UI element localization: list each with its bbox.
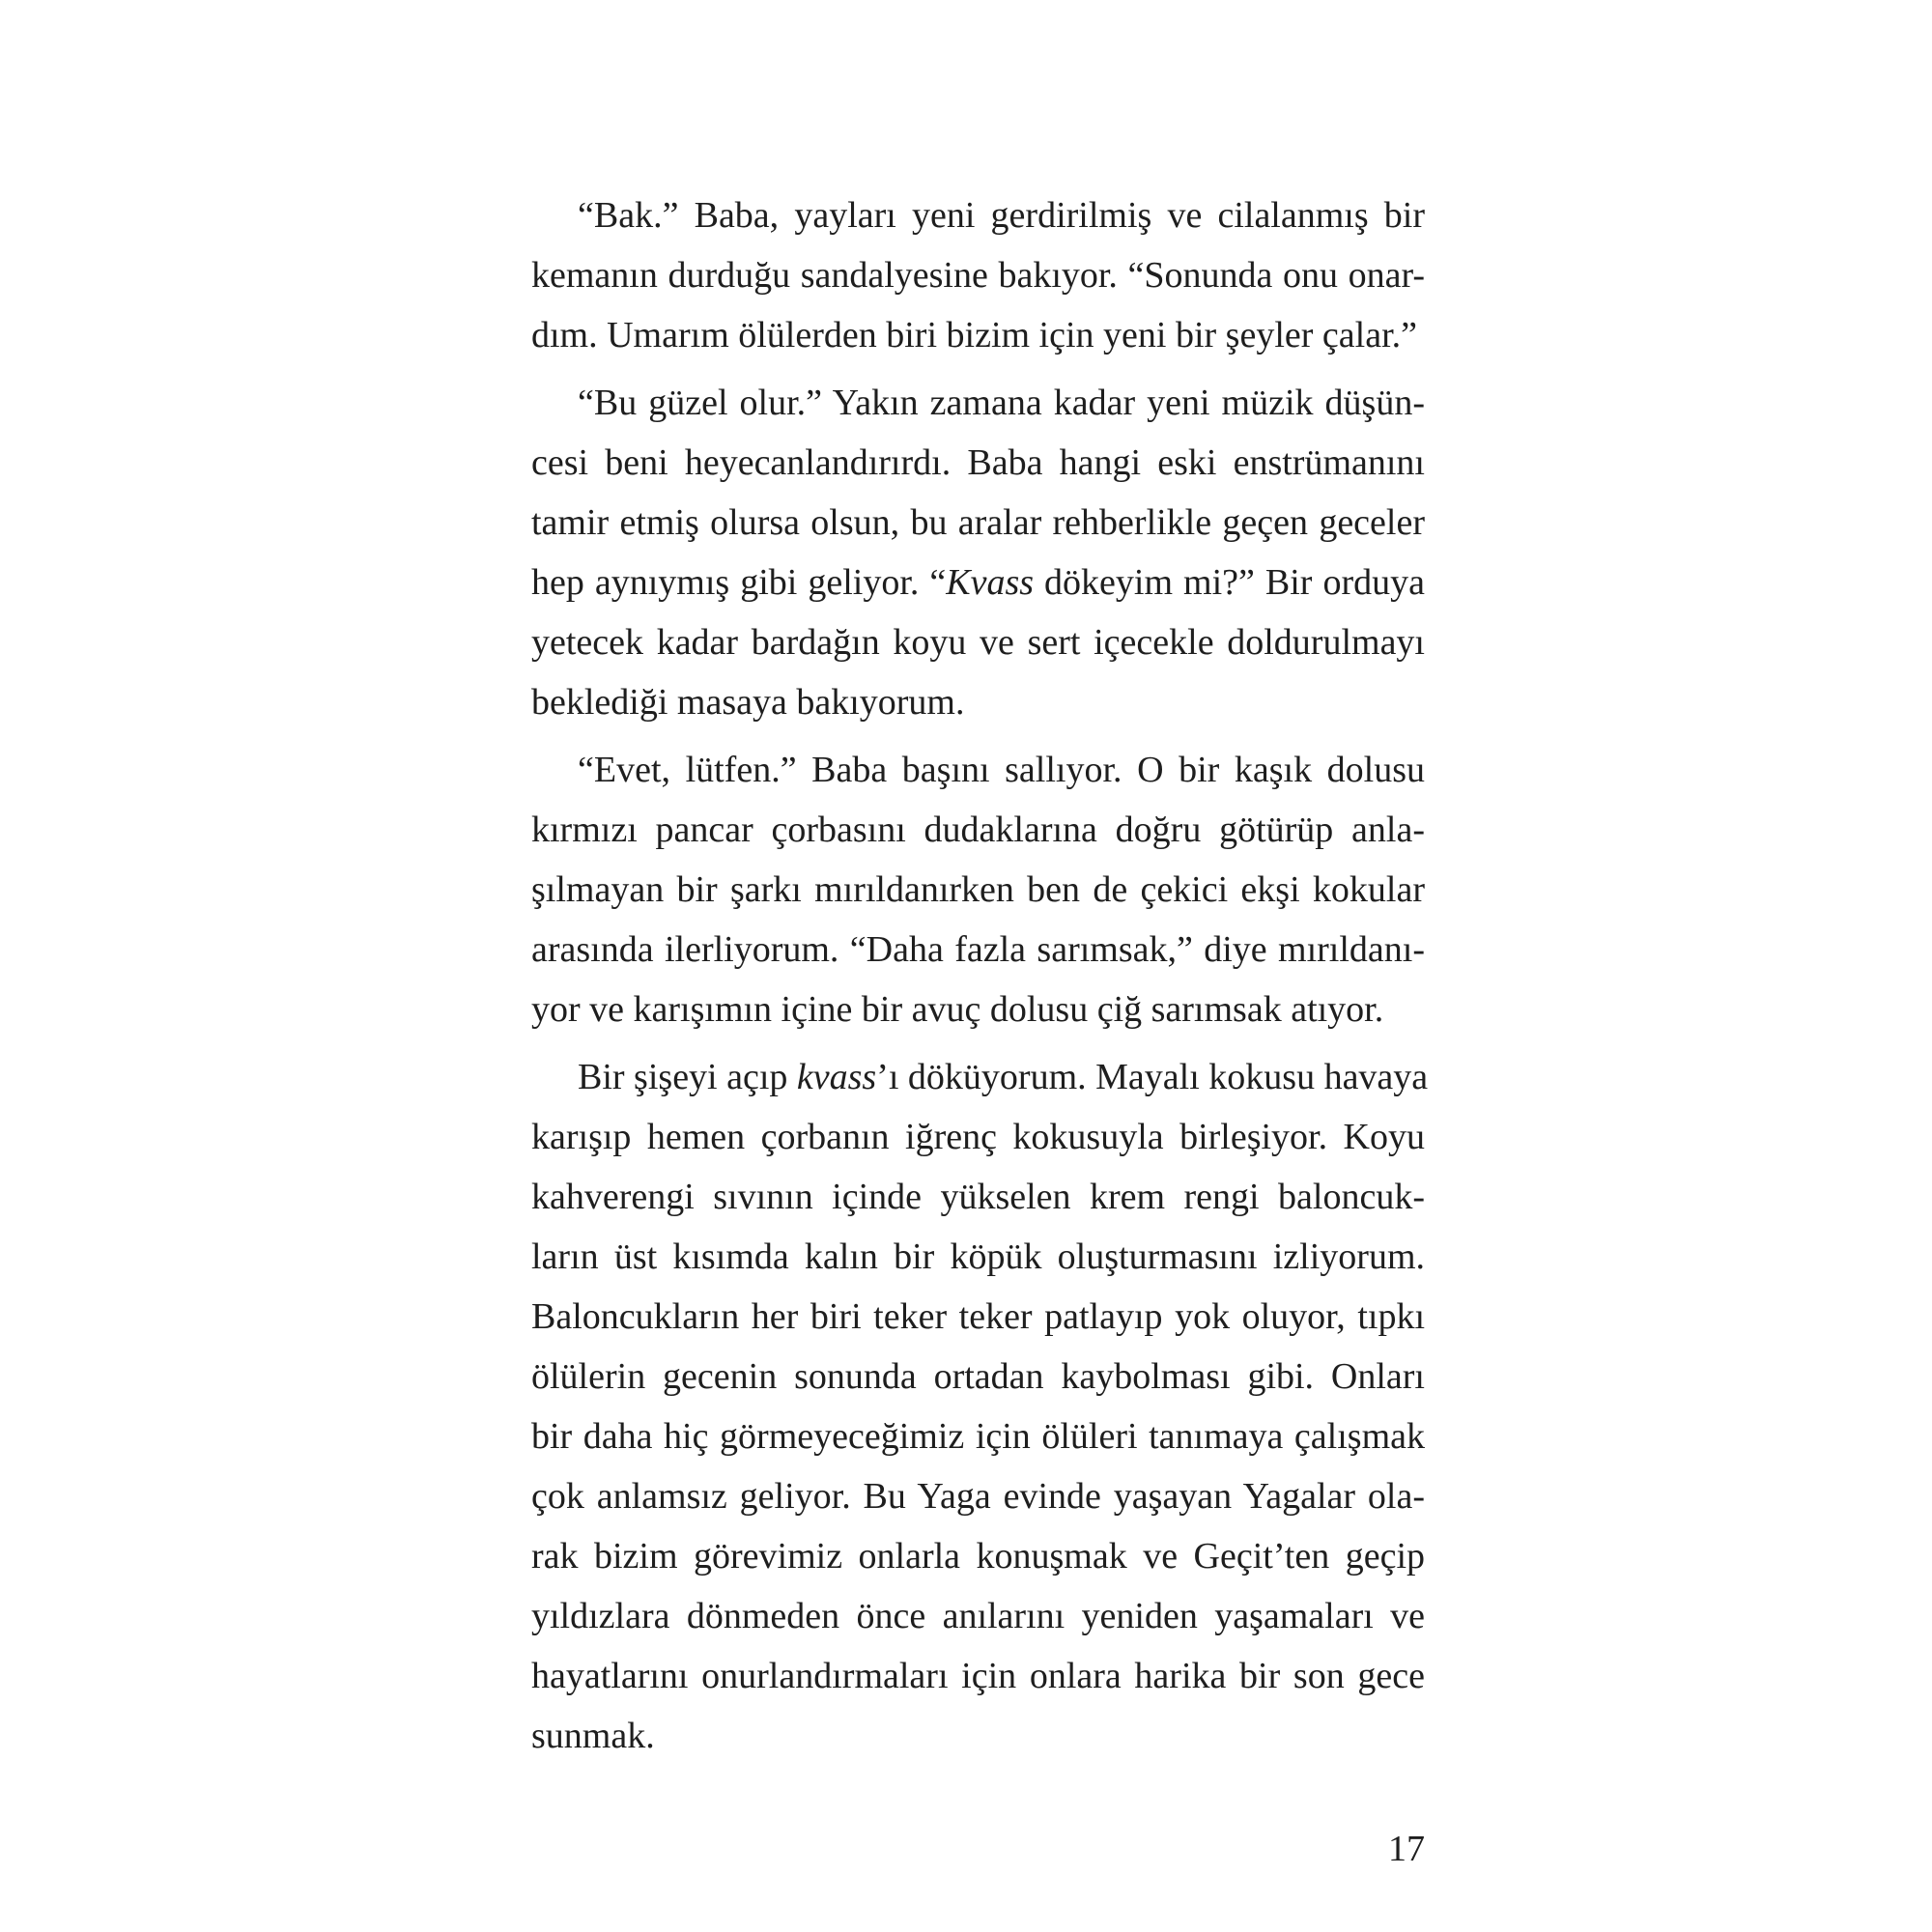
text-line: bir daha hiç görmeyeceğimiz için ölüleri tanımaya çalışmak (531, 1416, 1425, 1457)
text-line: Baloncukların her biri teker teker patlayıp yok oluyor, tıpkı (531, 1296, 1425, 1337)
text-line: yıldızlara dönmeden önce anılarını yeniden yaşamaları ve (531, 1596, 1425, 1636)
body-text (531, 185, 1429, 1766)
text-line: tamir etmiş olursa olsun, bu aralar rehberlikle geçen geceler (531, 502, 1425, 543)
paragraph (531, 373, 1425, 732)
text-line: “Bak.” Baba, yayları yeni gerdirilmiş ve cilalanmış bir (578, 195, 1425, 236)
text-line: şılmayan bir şarkı mırıldanırken ben de çekici ekşi kokular (531, 869, 1425, 910)
text-line: ölülerin gecenin sonunda ortadan kaybolması gibi. Onları (531, 1356, 1425, 1397)
text-line: beklediği masaya bakıyorum. (531, 682, 965, 723)
text-line: kahverengi sıvının içinde yükselen krem rengi baloncuk- (531, 1177, 1425, 1217)
text-line: arasında ilerliyorum. “Daha fazla sarımsak,” diye mırıldanı- (531, 929, 1425, 970)
text-line: karışıp hemen çorbanın iğrenç kokusuyla birleşiyor. Koyu (531, 1117, 1425, 1157)
text-line: ların üst kısımda kalın bir köpük oluşturmasını izliyorum. (531, 1236, 1425, 1277)
page-number: 17 (1388, 1829, 1425, 1869)
text-line: kemanın durduğu sandalyesine bakıyor. “Sonunda onu onar- (531, 255, 1425, 296)
text-line: sunmak. (531, 1716, 655, 1756)
text-line: kırmızı pancar çorbasını dudaklarına doğru götürüp anla- (531, 810, 1425, 850)
text-line: yor ve karışımın içine bir avuç dolusu çiğ sarımsak atıyor. (531, 989, 1384, 1030)
italic-term: Kvass (946, 562, 1035, 603)
text-line: “Evet, lütfen.” Baba başını sallıyor. O bir kaşık dolusu (578, 750, 1425, 790)
paragraph (531, 1047, 1429, 1766)
paragraph (531, 740, 1425, 1039)
text-line: hayatlarını onurlandırmaları için onlara harika bir son gece (531, 1656, 1425, 1696)
text-line: çok anlamsız geliyor. Bu Yaga evinde yaşayan Yagalar ola- (531, 1476, 1425, 1517)
text-line: yetecek kadar bardağın koyu ve sert içecekle doldurulmayı (531, 622, 1425, 663)
paragraph (531, 185, 1425, 365)
text-line: rak bizim görevimiz onlarla konuşmak ve Geçit’ten geçip (531, 1536, 1425, 1577)
text-line: Bir şişeyi açıp kvass’ı döküyorum. Mayalı kokusu havaya (578, 1057, 1429, 1097)
text-line: cesi beni heyecanlandırırdı. Baba hangi eski enstrümanını (531, 442, 1425, 483)
text-line: “Bu güzel olur.” Yakın zamana kadar yeni müzik düşün- (578, 383, 1425, 423)
text-line: dım. Umarım ölülerden biri bizim için yeni bir şeyler çalar.” (531, 315, 1417, 355)
text-line: hep aynıymış gibi geliyor. “Kvass dökeyim mi?” Bir orduya (531, 562, 1425, 603)
italic-term: kvass (796, 1057, 877, 1097)
